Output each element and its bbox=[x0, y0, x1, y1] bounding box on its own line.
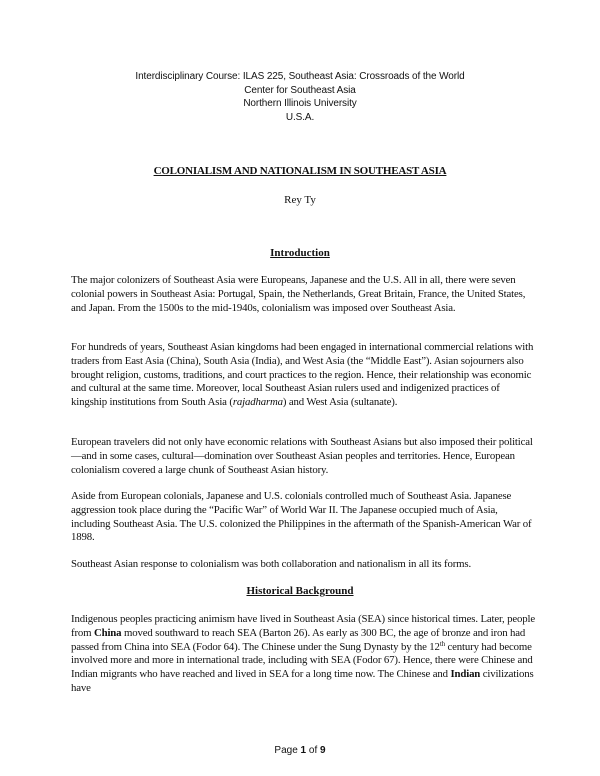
historical-background-heading: Historical Background bbox=[246, 585, 354, 597]
indian-term: Indian bbox=[450, 668, 481, 681]
country-line: U.S.A. bbox=[285, 111, 315, 123]
introduction-heading: Introduction bbox=[270, 247, 330, 259]
historical-text-b: moved southward to reach SEA (Barton 26). As early as 300 BC, the age of bronze and iron had passed from China into SEA (Fodor 64). The Chinese under the Sung Dynasty by the 12 bbox=[71, 626, 526, 653]
historical-paragraph-1 bbox=[71, 613, 537, 696]
document-title: COLONIALISM AND NATIONALISM IN SOUTHEAST ASIA bbox=[153, 165, 447, 177]
intro-paragraph-2 bbox=[71, 341, 537, 410]
intro-paragraph-1: The major colonizers of Southeast Asia were Europeans, Japanese and the U.S. All in all, there were seven colonial powers in Southeast Asia: Portugal, Spain, the Netherlands, Great Britain, France, the United States, and Japan. From the 1500s to the mid-1940s, colonialism was imposed over Southeast Asia. bbox=[71, 274, 526, 314]
historical-text-c: century had become involved more and more in international trade, including with SEA (Fodor 67). Hence, there were Chinese and Indian migrants who have reached and lived in SEA for a long time now. The Chinese and bbox=[71, 640, 533, 681]
intro-paragraph-2-text-a: For hundreds of years, Southeast Asian kingdoms had been engaged in international commercial relations with traders from East Asia (China), South Asia (India), and West Asia (the “Middle East”). Asian sojourners also brought religion, customs, traditions, and court practices to the region. Hence, their relationship was economic and cultural at the same time. Moreover, local Southeast Asian rulers used and indigenized practices of kingship institutions from South Asia ( bbox=[71, 341, 534, 409]
rajadharma-term: rajadharma bbox=[232, 396, 283, 409]
china-term: China bbox=[93, 626, 122, 639]
intro-paragraph-2-text-b: ) and West Asia (sultanate). bbox=[282, 396, 398, 409]
historical-text-d: civilizations have bbox=[71, 668, 534, 694]
ordinal-superscript: th bbox=[439, 639, 445, 648]
document-author: Rey Ty bbox=[284, 194, 316, 206]
page-of-label: of bbox=[306, 745, 321, 756]
course-header bbox=[0, 70, 600, 124]
intro-paragraph-4: Aside from European colonials, Japanese and U.S. colonials controlled much of Southeast Asia. Japanese aggression took place during the “Pacific War” of World War II. The Japanese occupied much of Asia, including Southeast Asia. The U.S. colonized the Philippines in the aftermath of the Spanish-American War of 1898. bbox=[71, 490, 532, 544]
university-line: Northern Illinois University bbox=[243, 98, 357, 109]
course-line: Interdisciplinary Course: ILAS 225, Southeast Asia: Crossroads of the World bbox=[135, 71, 465, 82]
page-prefix: Page bbox=[274, 745, 301, 756]
intro-paragraph-5: Southeast Asian response to colonialism was both collaboration and nationalism in all its forms. bbox=[71, 558, 472, 570]
current-page-number: 1 bbox=[300, 745, 307, 756]
total-page-count: 9 bbox=[320, 745, 326, 756]
intro-paragraph-3: European travelers did not only have economic relations with Southeast Asians but also imposed their political—and in some cases, cultural—domination over Southeast Asian peoples and territories. Hence, European colonialism covered a large chunk of Southeast Asian history. bbox=[71, 436, 533, 476]
historical-text-a: Indigenous peoples practicing animism have lived in Southeast Asia (SEA) since historical times. Later, people from bbox=[71, 613, 536, 639]
center-line: Center for Southeast Asia bbox=[244, 84, 356, 96]
page-footer bbox=[0, 745, 600, 756]
